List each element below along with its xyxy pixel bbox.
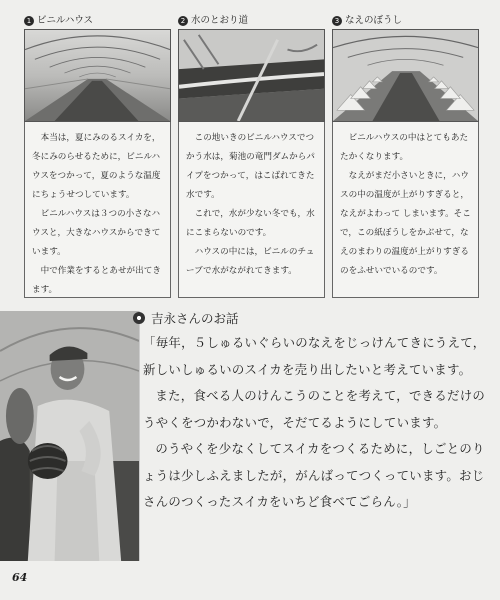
interview-quote	[143, 330, 493, 516]
caption-paragraph: ハウスの中には，ビニルのチューブで水がながれてきます。	[186, 247, 315, 276]
panel-header	[24, 14, 171, 28]
panel-vinyl-house	[24, 14, 171, 298]
panel-title: ビニルハウス	[37, 15, 94, 26]
caption-paragraph: ビニルハウスは３つの小さなハウスと，大きなハウスからできています。	[32, 209, 161, 257]
circled-number-icon: 3	[332, 16, 342, 26]
caption-paragraph: これで，水が少ない冬でも，水にこまらないのです。	[186, 209, 315, 238]
water-pipe-photo	[178, 29, 325, 122]
quote-paragraph: のうやくを少なくしてスイカをつくるために，しごとのりょうは少しふえましたが，がんばってつくっています。おじさんのつくったスイカをいちど食べてごらん。」	[143, 441, 485, 509]
circled-number-icon: 1	[24, 16, 34, 26]
greenhouse-photo	[24, 29, 171, 122]
flower-icon	[133, 312, 145, 324]
caption-paragraph: 中で作業をするとあせが出てきます。	[32, 266, 161, 295]
panel-title: 水のとおり道	[191, 15, 249, 26]
panel-caption	[24, 122, 171, 298]
page-number: 64	[12, 571, 28, 584]
panel-header	[178, 14, 325, 28]
caption-paragraph: 本当は，夏にみのるスイカを，冬にみのらせるために，ビニルハウスをつかって，夏のような温度にちょうせつしています。	[32, 133, 161, 200]
interview-title	[133, 308, 239, 328]
caption-paragraph: ビニルハウスの中はとてもあたたかくなります。	[340, 133, 469, 162]
panel-seedling-caps	[332, 14, 479, 298]
panel-header	[332, 14, 479, 28]
seedling-caps-photo	[332, 29, 479, 122]
panel-caption	[332, 122, 479, 298]
panel-title: なえのぼうし	[345, 15, 403, 26]
caption-paragraph: この地いきのビニルハウスでつかう水は，菊池の竜門ダムからパイプをつかって，はこばれてきた水です。	[186, 133, 315, 200]
quote-paragraph: 「毎年，５しゅるいぐらいのなえをじっけんてきにうえて，新しいしゅるいのスイカを売り出したいと考えています。	[143, 335, 486, 377]
panel-water-route	[178, 14, 325, 298]
caption-paragraph: なえがまだ小さいときに，ハウスの中の温度が上がりすぎると，なえがよわって しまいます。そこで，この紙ぼうしをかぶせて，なえのまわりの温度が上がりすぎるのをふせいでいるのです。	[340, 171, 471, 276]
panel-caption	[178, 122, 325, 298]
quote-paragraph: また，食べる人のけんこうのことを考えて，できるだけのうやくをつかわないで，そだてるようにしています。	[143, 388, 486, 430]
farmer-portrait-photo	[0, 311, 140, 561]
circled-number-icon: 2	[178, 16, 188, 26]
interview-title-text: 吉永さんのお話	[151, 311, 239, 326]
